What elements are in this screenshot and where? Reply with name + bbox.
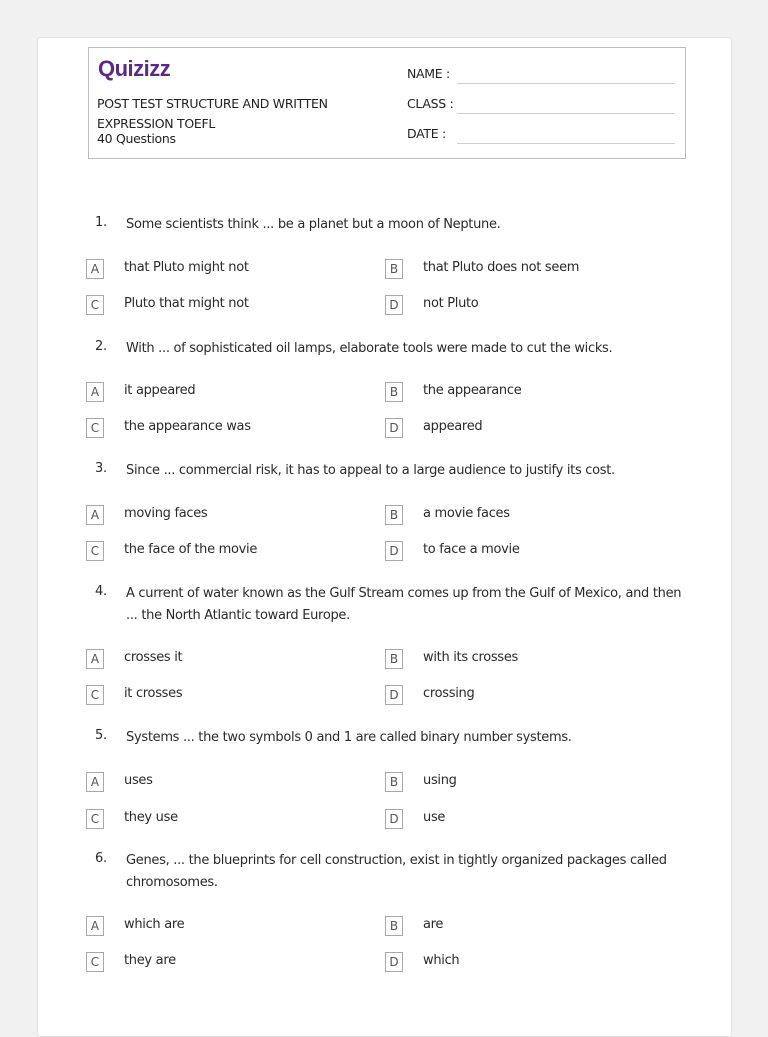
option-letter-box: A bbox=[86, 505, 104, 525]
name-label: NAME : bbox=[407, 66, 450, 81]
option-text: that Pluto does not seem bbox=[423, 260, 580, 275]
option-text: a movie faces bbox=[423, 506, 510, 521]
option-text: with its crosses bbox=[423, 650, 519, 665]
question-number: 4. bbox=[95, 584, 107, 599]
option-text: are bbox=[423, 917, 444, 932]
option-text: uses bbox=[124, 773, 153, 788]
name-blank-line bbox=[457, 83, 675, 84]
option-letter-box: A bbox=[86, 259, 104, 279]
name-field bbox=[407, 64, 679, 86]
option-text: not Pluto bbox=[423, 296, 479, 311]
question-text: A current of water known as the Gulf Stream comes up from the Gulf of Mexico, and then ... the North Atlantic toward Europe. bbox=[126, 586, 682, 623]
date-blank-line bbox=[457, 143, 675, 144]
option-letter-box: C bbox=[86, 541, 104, 561]
option-letter-box: D bbox=[385, 809, 403, 829]
option-text: it appeared bbox=[124, 383, 196, 398]
question-text: With ... of sophisticated oil lamps, elaborate tools were made to cut the wicks. bbox=[126, 341, 613, 356]
option-text: the appearance bbox=[423, 383, 522, 398]
option-letter-box: A bbox=[86, 916, 104, 936]
question-number: 2. bbox=[95, 339, 107, 354]
option-letter-box: D bbox=[385, 295, 403, 315]
date-label: DATE : bbox=[407, 126, 446, 141]
worksheet-title: POST TEST STRUCTURE AND WRITTEN EXPRESSION TOEFL bbox=[97, 96, 328, 131]
question-number: 5. bbox=[95, 728, 107, 743]
worksheet-header bbox=[88, 47, 686, 159]
option-text: that Pluto might not bbox=[124, 260, 249, 275]
option-text: they are bbox=[124, 953, 176, 968]
question-text: Genes, ... the blueprints for cell construction, exist in tightly organized packages called chromosomes. bbox=[126, 853, 667, 890]
option-text: they use bbox=[124, 810, 178, 825]
option-text: the face of the movie bbox=[124, 542, 258, 557]
option-letter-box: B bbox=[385, 505, 403, 525]
option-letter-box: A bbox=[86, 772, 104, 792]
option-text: use bbox=[423, 810, 446, 825]
option-text: crossing bbox=[423, 686, 475, 701]
option-text: which bbox=[423, 953, 460, 968]
option-letter-box: C bbox=[86, 952, 104, 972]
question-text: Some scientists think ... be a planet but a moon of Neptune. bbox=[126, 217, 501, 232]
question-number: 6. bbox=[95, 851, 107, 866]
option-text: using bbox=[423, 773, 457, 788]
option-text: Pluto that might not bbox=[124, 296, 249, 311]
question-number: 1. bbox=[95, 215, 107, 230]
option-letter-box: D bbox=[385, 685, 403, 705]
option-text: crosses it bbox=[124, 650, 183, 665]
option-text: the appearance was bbox=[124, 419, 251, 434]
option-letter-box: B bbox=[385, 259, 403, 279]
date-field bbox=[407, 124, 679, 146]
option-letter-box: B bbox=[385, 649, 403, 669]
option-letter-box: A bbox=[86, 382, 104, 402]
option-letter-box: C bbox=[86, 418, 104, 438]
option-letter-box: A bbox=[86, 649, 104, 669]
option-letter-box: B bbox=[385, 772, 403, 792]
option-letter-box: D bbox=[385, 418, 403, 438]
option-letter-box: D bbox=[385, 541, 403, 561]
question-number: 3. bbox=[95, 461, 107, 476]
question-text: Systems ... the two symbols 0 and 1 are called binary number systems. bbox=[126, 730, 572, 745]
option-letter-box: C bbox=[86, 295, 104, 315]
option-letter-box: C bbox=[86, 685, 104, 705]
worksheet-page bbox=[37, 37, 732, 1037]
option-letter-box: B bbox=[385, 382, 403, 402]
option-letter-box: B bbox=[385, 916, 403, 936]
quizizz-logo: Quizizz bbox=[98, 56, 171, 81]
class-label: CLASS : bbox=[407, 96, 454, 111]
option-text: which are bbox=[124, 917, 185, 932]
option-letter-box: D bbox=[385, 952, 403, 972]
question-text: Since ... commercial risk, it has to appeal to a large audience to justify its cost. bbox=[126, 463, 615, 478]
option-text: it crosses bbox=[124, 686, 183, 701]
option-text: appeared bbox=[423, 419, 483, 434]
option-text: to face a movie bbox=[423, 542, 520, 557]
question-count: 40 Questions bbox=[97, 131, 176, 146]
option-letter-box: C bbox=[86, 809, 104, 829]
class-blank-line bbox=[457, 113, 675, 114]
option-text: moving faces bbox=[124, 506, 208, 521]
class-field bbox=[407, 94, 679, 116]
